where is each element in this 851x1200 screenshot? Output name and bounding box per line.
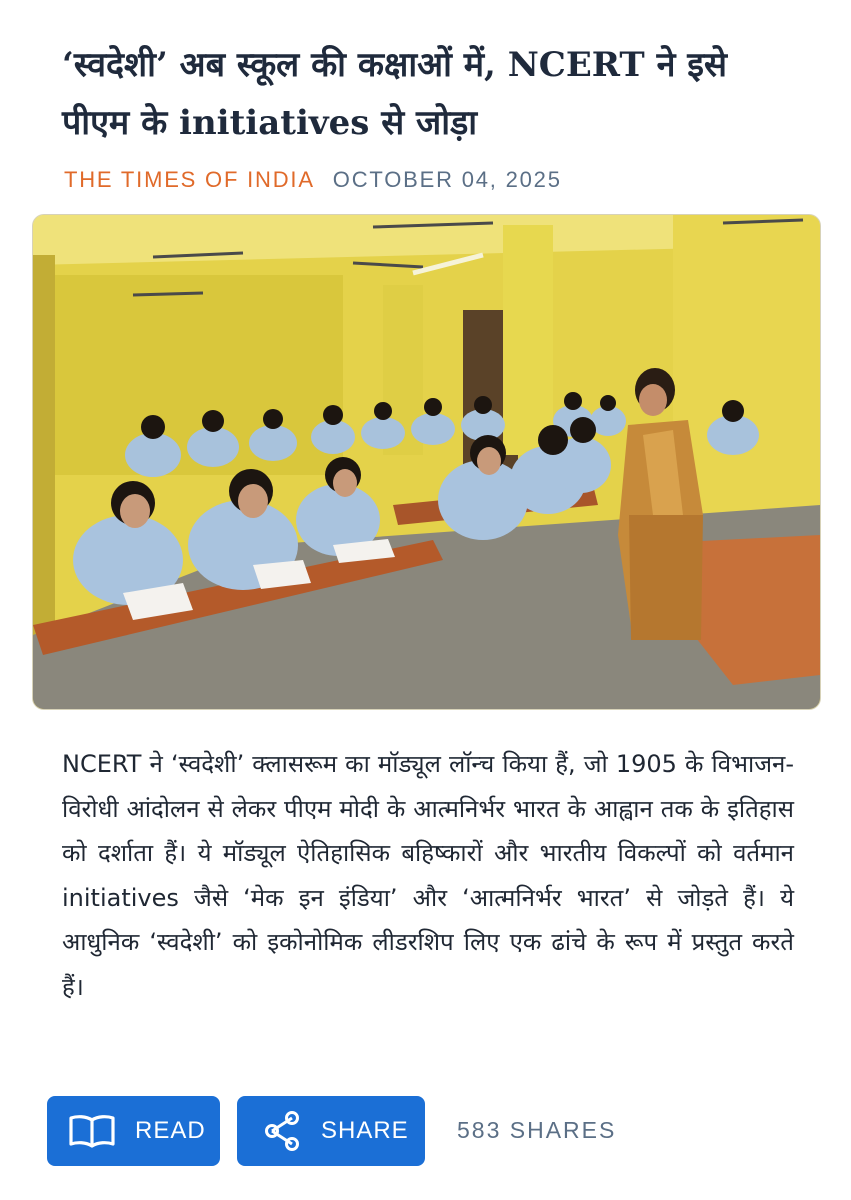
article-summary: NCERT ने ‘स्वदेशी’ क्लासरूम का मॉड्यूल लॉन्च किया हैं, जो 1905 के विभाजन-विरोधी आंदोलन से लेकर पीएम मोदी के आत्मनिर्भर भारत के आह्वान तक के इतिहास को दर्शाता हैं। ये मॉड्यूल ऐतिहासिक बहिष्कारों और भारतीय विकल्पों को वर्तमान initiatives जैसे ‘मेक इन इंडिया’ और ‘आत्मनिर्भर भारत’ से जोड़ते हैं। ये आधुनिक ‘स्वदेशी’ को इकोनोमिक लीडरशिप लिए एक ढांचे के रूप में प्रस्तुत करते हैं। xyxy=(62,750,794,1001)
read-button[interactable] xyxy=(47,1096,220,1166)
article-photo[interactable] xyxy=(32,214,821,710)
publish-date: OCTOBER 04, 2025 xyxy=(332,167,562,192)
share-count: 583 SHARES xyxy=(457,1117,617,1143)
share-button[interactable] xyxy=(237,1096,425,1166)
headline[interactable]: ‘स्वदेशी’ अब स्कूल की कक्षाओं में, NCERT ने इसे पीएम के initiatives से जोड़ा xyxy=(62,45,727,143)
source-name[interactable]: THE TIMES OF INDIA xyxy=(64,167,315,192)
book-icon xyxy=(69,1114,115,1148)
article-meta xyxy=(64,166,562,194)
classroom-photo xyxy=(33,215,820,709)
share-button-label: SHARE xyxy=(321,1117,409,1144)
share-icon xyxy=(263,1111,301,1151)
read-button-label: READ xyxy=(135,1117,206,1144)
